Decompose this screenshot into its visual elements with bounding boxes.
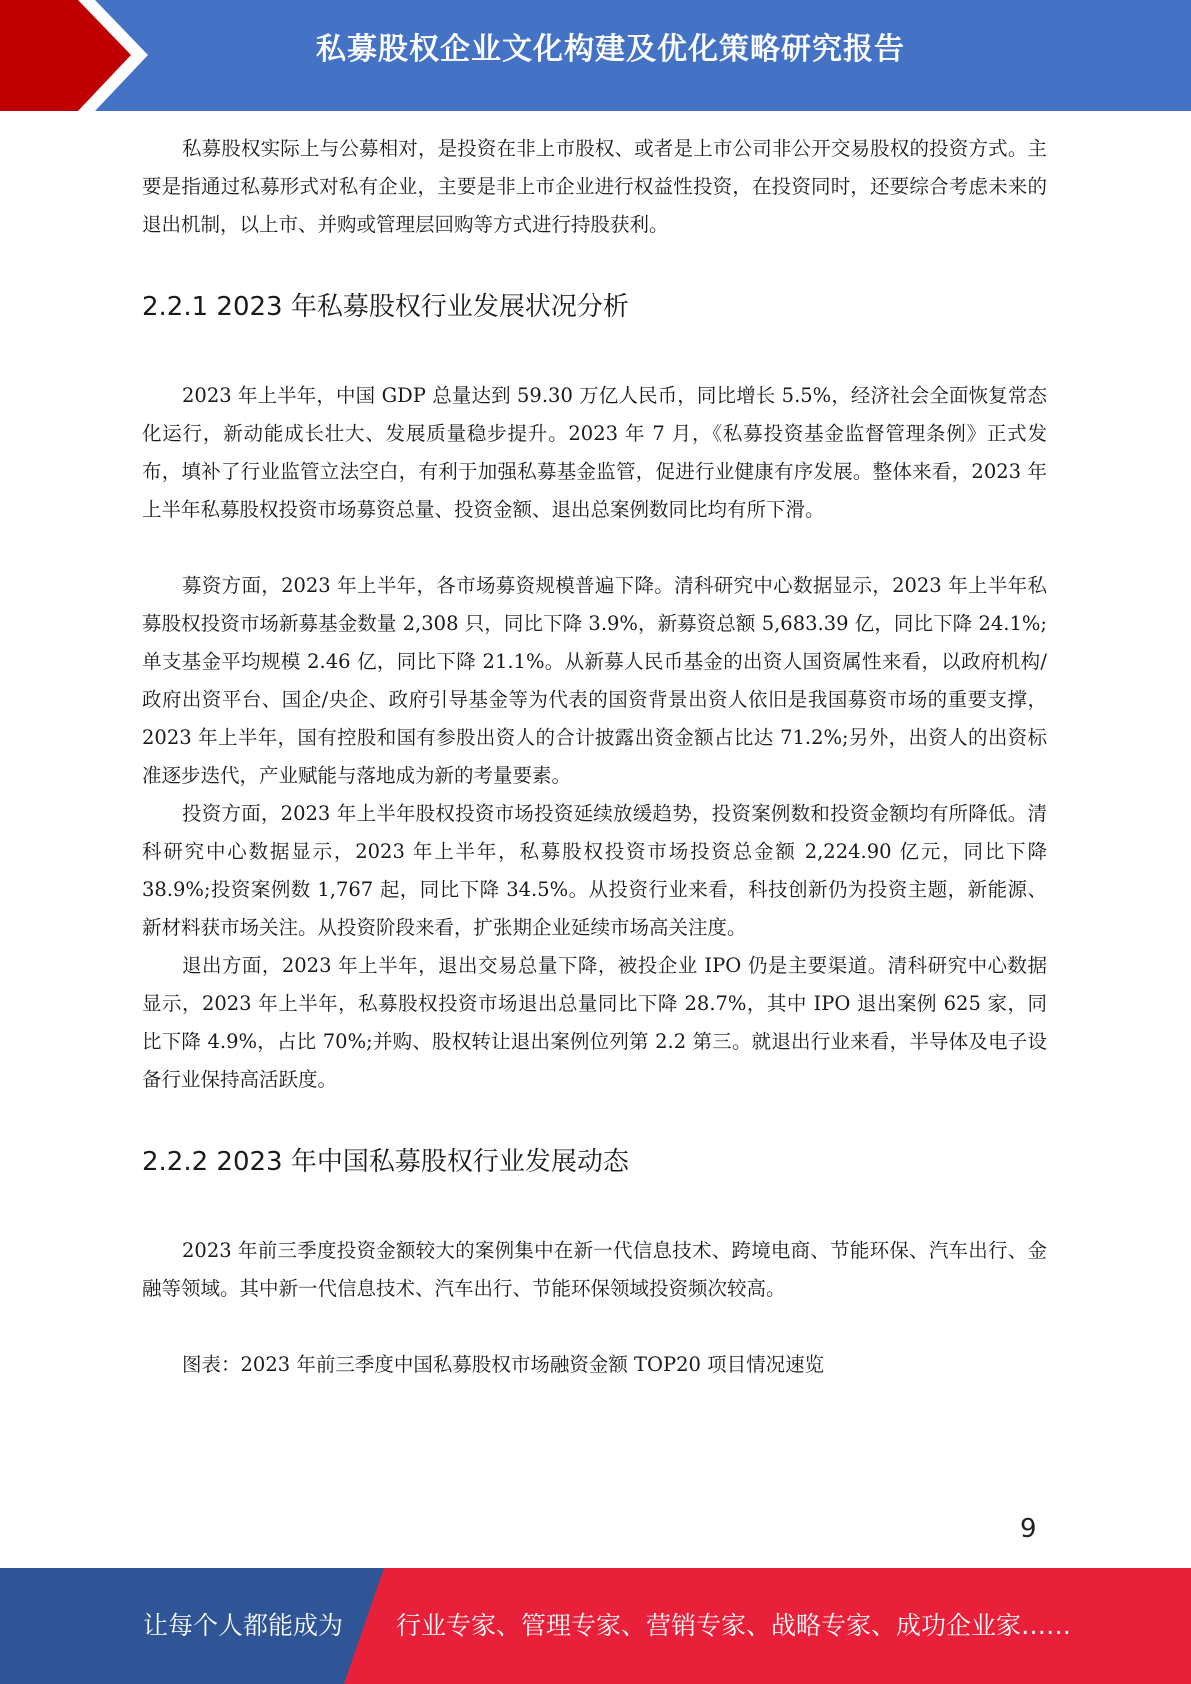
footer-slogan-left: 让每个人都能成为 bbox=[143, 1611, 344, 1640]
section1-paragraph-2: 募资方面，2023 年上半年，各市场募资规模普遍下降。清科研究中心数据显示，2023 年上半年私募股权投资市场新募基金数量 2,308 只，同比下降 3.9%，新募资总额 5,683.39 亿，同比下降 24.1%;单支基金平均规模 2.46 亿，同比下降 21.1%。从新募人民币基金的出资人国资属性来看，以政府机构/政府出资平台、国企/央企、政府引导基金等为代表的国资背景出资人依旧是我国募资市场的重要支撑，2023 年上半年，国有控股和国有参股出资人的合计披露出资金额占比达 71.2%;另外，出资人的出资标准逐步迭代，产业赋能与落地成为新的考量要素。 bbox=[142, 574, 1047, 787]
report-title: 私募股权企业文化构建及优化策略研究报告 bbox=[316, 32, 905, 67]
page-header bbox=[0, 0, 1191, 111]
section-heading-2-2-2: 2.2.2 2023 年中国私募股权行业发展动态 bbox=[142, 1147, 629, 1177]
main-content bbox=[142, 130, 1047, 1384]
page-number: 9 bbox=[1020, 1514, 1037, 1544]
page-footer bbox=[0, 1568, 1191, 1684]
footer-slogan-right: 行业专家、管理专家、营销专家、战略专家、成功企业家…… bbox=[396, 1611, 1072, 1640]
section1-paragraph-4: 退出方面，2023 年上半年，退出交易总量下降，被投企业 IPO 仍是主要渠道。清科研究中心数据显示，2023 年上半年，私募股权投资市场退出总量同比下降 28.7%，其中 IPO 退出案例 625 家，同比下降 4.9%，占比 70%;并购、股权转让退出案例位列第 2.2 第三。就退出行业来看，半导体及电子设备行业保持高活跃度。 bbox=[142, 954, 1047, 1091]
section2-paragraph-1: 2023 年前三季度投资金额较大的案例集中在新一代信息技术、跨境电商、节能环保、汽车出行、金融等领域。其中新一代信息技术、汽车出行、节能环保领域投资频次较高。 bbox=[142, 1239, 1047, 1300]
section1-paragraph-3: 投资方面，2023 年上半年股权投资市场投资延续放缓趋势，投资案例数和投资金额均有所降低。清科研究中心数据显示，2023 年上半年，私募股权投资市场投资总金额 2,224.90 亿元，同比下降 38.9%;投资案例数 1,767 起，同比下降 34.5%。从投资行业来看，科技创新仍为投资主题，新能源、新材料获市场关注。从投资阶段来看，扩张期企业延续市场高关注度。 bbox=[142, 802, 1047, 939]
intro-paragraph: 私募股权实际上与公募相对，是投资在非上市股权、或者是上市公司非公开交易股权的投资方式。主要是指通过私募形式对私有企业，主要是非上市企业进行权益性投资，在投资同时，还要综合考虑未来的退出机制，以上市、并购或管理层回购等方式进行持股获利。 bbox=[142, 137, 1047, 236]
section1-paragraph-1: 2023 年上半年，中国 GDP 总量达到 59.30 万亿人民币，同比增长 5.5%，经济社会全面恢复常态化运行，新动能成长壮大、发展质量稳步提升。2023 年 7 月，《私募投资基金监督管理条例》正式发布，填补了行业监管立法空白，有利于加强私募基金监管，促进行业健康有序发展。整体来看，2023 年上半年私募股权投资市场募资总量、投资金额、退出总案例数同比均有所下滑。 bbox=[142, 384, 1047, 521]
figure-caption: 图表：2023 年前三季度中国私募股权市场融资金额 TOP20 项目情况速览 bbox=[182, 1353, 825, 1376]
section-heading-2-2-1: 2.2.1 2023 年私募股权行业发展状况分析 bbox=[142, 292, 629, 322]
